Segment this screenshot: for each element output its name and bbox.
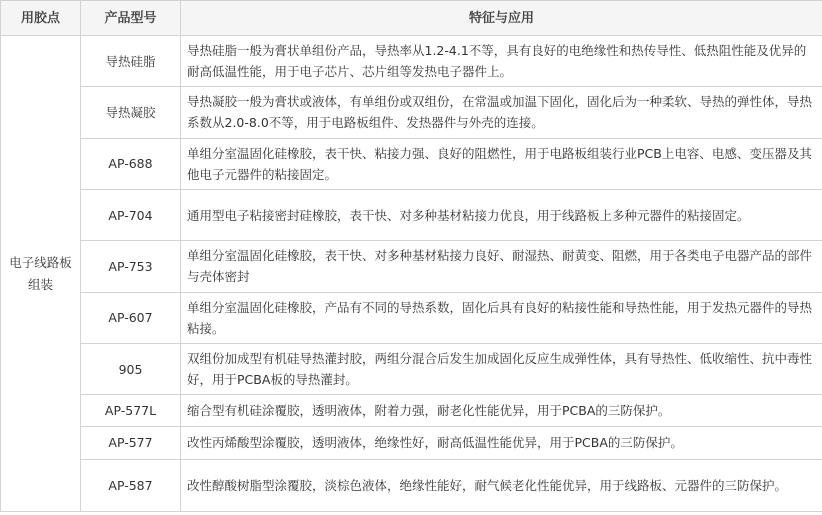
model-cell: AP-704	[81, 189, 181, 240]
model-cell: AP-577	[81, 427, 181, 459]
table-row	[1, 189, 822, 240]
model-cell: 导热硅脂	[81, 36, 181, 87]
description-cell: 导热硅脂一般为膏状单组份产品，导热率从1.2-4.1不等，具有良好的电绝缘性和热传导性、低热阻性能及优异的耐高低温性能，用于电子芯片、芯片组等发热电子器件上。	[181, 36, 822, 87]
table-row	[1, 138, 822, 189]
description-cell: 通用型电子粘接密封硅橡胶，表干快、对多种基材粘接力优良，用于线路板上多种元器件的粘接固定。	[181, 189, 822, 240]
table-row	[1, 36, 822, 87]
model-cell: AP-577L	[81, 395, 181, 427]
model-cell: AP-587	[81, 459, 181, 511]
model-cell: AP-688	[81, 138, 181, 189]
description-cell: 单组分室温固化硅橡胶，表干快、对多种基材粘接力良好、耐湿热、耐黄变、阻燃，用于各类电子电器产品的部件与壳体密封	[181, 241, 822, 292]
description-cell: 单组分室温固化硅橡胶，产品有不同的导热系数，固化后具有良好的粘接性能和导热性能，用于发热元器件的导热粘接。	[181, 292, 822, 343]
group-cell: 电子线路板组装	[1, 36, 81, 512]
model-cell: AP-607	[81, 292, 181, 343]
table-row	[1, 459, 822, 511]
table-row	[1, 395, 822, 427]
table-row	[1, 87, 822, 138]
description-cell: 导热凝胶一般为膏状或液体，有单组份或双组份，在常温或加温下固化，固化后为一种柔软、导热的弹性体，导热系数从2.0-8.0不等，用于电路板组件、发热器件与外壳的连接。	[181, 87, 822, 138]
table-row	[1, 427, 822, 459]
header-features-applications: 特征与应用	[181, 1, 822, 36]
model-cell: 905	[81, 343, 181, 394]
description-cell: 改性醇酸树脂型涂覆胶，淡棕色液体，绝缘性能好，耐气候老化性能优异，用于线路板、元器件的三防保护。	[181, 459, 822, 511]
table-header-row	[1, 1, 822, 36]
header-product-model: 产品型号	[81, 1, 181, 36]
description-cell: 改性丙烯酸型涂覆胶，透明液体，绝缘性好，耐高低温性能优异，用于PCBA的三防保护。	[181, 427, 822, 459]
table-row	[1, 241, 822, 292]
description-cell: 单组分室温固化硅橡胶，表干快、粘接力强、良好的阻燃性，用于电路板组装行业PCB上电容、电感、变压器及其他电子元器件的粘接固定。	[181, 138, 822, 189]
model-cell: AP-753	[81, 241, 181, 292]
header-application-point: 用胶点	[1, 1, 81, 36]
model-cell: 导热凝胶	[81, 87, 181, 138]
description-cell: 双组份加成型有机硅导热灌封胶，两组分混合后发生加成固化反应生成弹性体，具有导热性、低收缩性、抗中毒性好，用于PCBA板的导热灌封。	[181, 343, 822, 394]
table-row	[1, 292, 822, 343]
description-cell: 缩合型有机硅涂覆胶，透明液体，附着力强，耐老化性能优异，用于PCBA的三防保护。	[181, 395, 822, 427]
table-row	[1, 343, 822, 394]
